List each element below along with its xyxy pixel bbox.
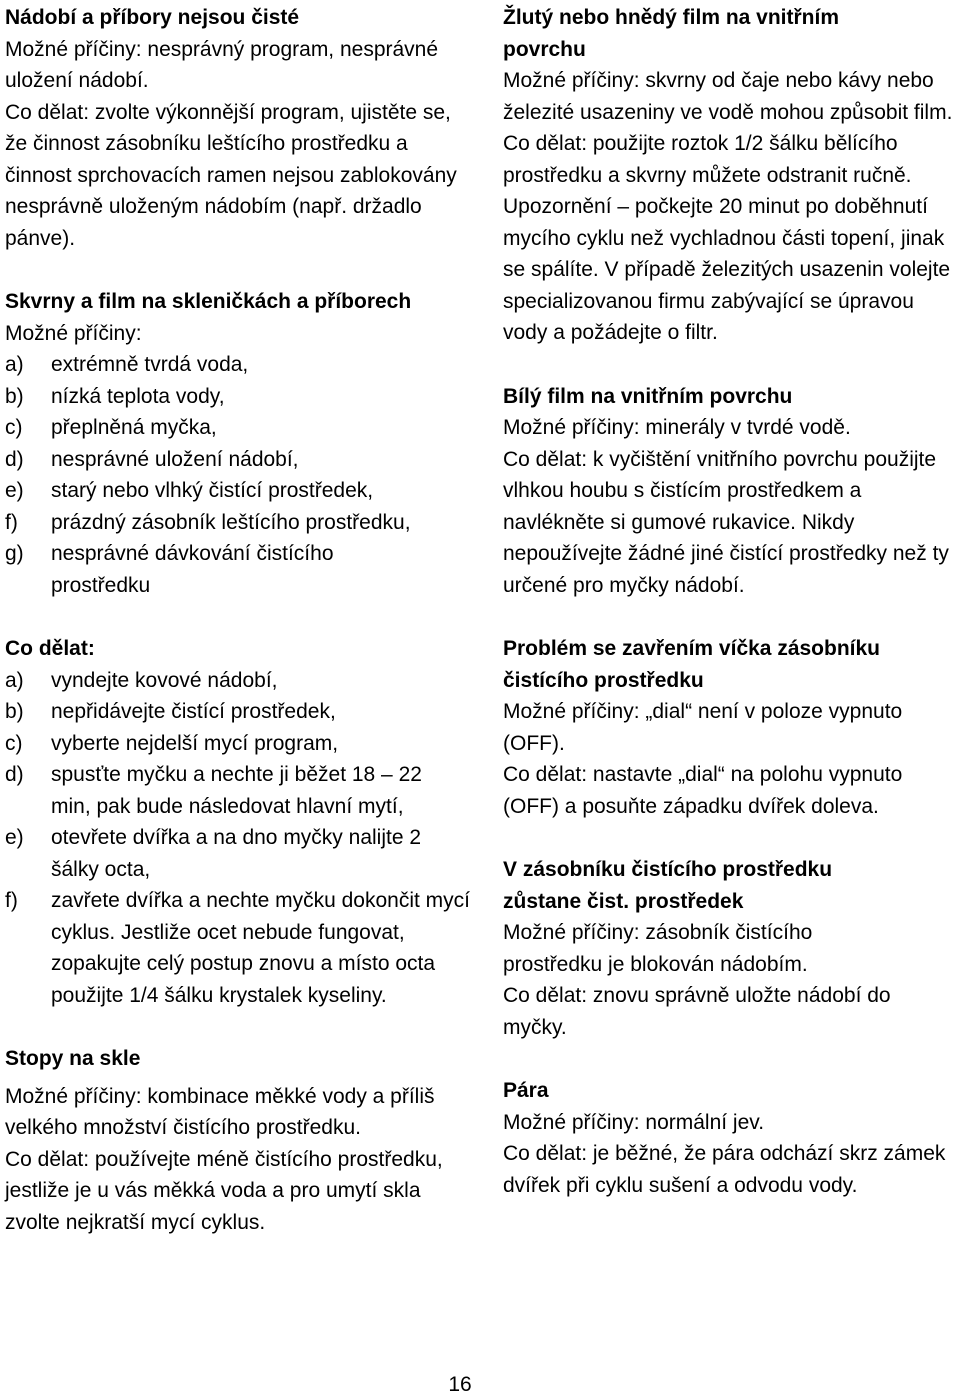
section-title: Skvrny a film na skleničkách a příborech (5, 290, 412, 313)
section-dishes-not-clean (5, 2, 473, 254)
list-text: starý nebo vlhký čistící prostředek, (51, 479, 374, 502)
possible-causes: Možné příčiny: zásobník čistícího prostředku je blokován nádobím. (503, 921, 813, 976)
list-marker: c) (5, 416, 23, 439)
possible-causes: Možné příčiny: normální jev. (503, 1110, 765, 1134)
section-title: Stopy na skle (5, 1047, 141, 1070)
left-column (5, 2, 473, 1270)
list-text: prázdný zásobník leštícího prostředku, (51, 510, 411, 534)
list-text: vyberte nejdelší mycí program, (51, 731, 339, 755)
list-text: nízká teplota vody, (51, 384, 225, 408)
list-text: spusťte myčku a nechte ji běžet 18 – 22 min, pak bude následovat hlavní mytí, (51, 763, 422, 818)
causes-list (5, 349, 473, 601)
what-to-do: Co dělat: znovu správně uložte nádobí do myčky. (503, 984, 891, 1039)
what-to-do: Co dělat: používejte méně čistícího prostředku, jestliže je u vás měkká voda a pro umytí skla zvolte nejkratší mycí cyklus. (5, 1147, 443, 1234)
section-spots-on-glasses (5, 286, 473, 1011)
list-item (5, 885, 473, 1011)
list-item (5, 412, 473, 444)
section-detergent-remains (503, 854, 958, 1043)
what-to-do: Co dělat: je běžné, že pára odchází skrz zámek dvířek při cyklu sušení a odvodu vody. (503, 1142, 946, 1197)
possible-causes: Možné příčiny: kombinace měkké vody a příliš velkého množství čistícího prostředku. (5, 1084, 435, 1139)
list-text: nesprávné uložení nádobí, (51, 447, 299, 471)
list-text: nepřidávejte čistící prostředek, (51, 700, 336, 723)
page-number: 16 (448, 1373, 472, 1396)
section-title: Nádobí a příbory nejsou čisté (5, 6, 300, 29)
list-text: otevřete dvířka a na dno myčky nalijte 2 šálky octa, (51, 826, 422, 881)
possible-causes: Možné příčiny: skvrny od čaje nebo kávy nebo železité usazeniny ve vodě mohou způsobit film. (503, 69, 953, 124)
list-marker: f) (5, 889, 18, 912)
list-item (5, 822, 473, 885)
list-text: nesprávné dávkování čistícího prostředku (51, 542, 334, 597)
list-marker: e) (5, 479, 24, 502)
section-title: Pára (503, 1079, 549, 1102)
list-item (5, 349, 473, 381)
what-to-do: Co dělat: nastavte „dial“ na polohu vypnuto (OFF) a posuňte západku dvířek doleva. (503, 763, 903, 818)
section-yellow-film (503, 2, 958, 349)
list-item (5, 444, 473, 476)
list-marker: g) (5, 542, 24, 565)
possible-causes: Možné příčiny: minerály v tvrdé vodě. (503, 416, 851, 439)
section-title: Problém se zavřením víčka zásobníku čistícího prostředku (503, 637, 880, 692)
list-item (5, 728, 473, 760)
what-to-do: Co dělat: použijte roztok 1/2 šálku bělícího prostředku a skvrny můžete odstranit ručně. Upozornění – počkejte 20 minut po doběhnutí mycího cyklu než vychladnou části topení, jinak se spálíte. V případě železitých usazenin volejte specializovanou firmu zabývající se úpravou vody a požádejte o filtr. (503, 132, 951, 344)
list-text: extrémně tvrdá voda, (51, 353, 249, 376)
possible-causes: Možné příčiny: „dial“ není v poloze vypnuto (OFF). (503, 700, 903, 755)
right-column (503, 2, 958, 1233)
section-white-film (503, 381, 958, 602)
list-marker: c) (5, 731, 23, 755)
list-item (5, 507, 473, 539)
list-marker: e) (5, 826, 24, 849)
list-text: vyndejte kovové nádobí, (51, 668, 278, 692)
list-item (5, 759, 473, 822)
list-text: zavřete dvířka a nechte myčku dokončit mycí cyklus. Jestliže ocet nebude fungovat, zopakujte celý postup znovu a místo octa použijte 1/4 šálku krystalek kyseliny. (51, 889, 471, 1007)
list-text: přeplněná myčka, (51, 416, 217, 439)
list-marker: b) (5, 384, 24, 408)
list-item (5, 475, 473, 507)
possible-causes-label: Možné příčiny: (5, 321, 142, 345)
section-steam (503, 1075, 958, 1201)
list-marker: d) (5, 447, 24, 471)
section-detergent-lid (503, 633, 958, 822)
possible-causes: Možné příčiny: nesprávný program, nesprávné uložení nádobí. (5, 37, 439, 92)
what-to-do: Co dělat: k vyčištění vnitřního povrchu použijte vlhkou houbu s čistícím prostředkem a navlékněte si gumové rukavice. Nikdy nepoužívejte žádné jiné čistící prostředky než ty určené pro myčky nádobí. (503, 447, 949, 597)
what-to-do: Co dělat: zvolte výkonnější program, ujistěte se, že činnost zásobníku leštícího prostředku a činnost sprchovacích ramen nejsou zablokovány nesprávně uloženým nádobím (např. držadlo pánve). (5, 100, 457, 250)
section-glass-marks (5, 1043, 473, 1238)
list-marker: d) (5, 763, 24, 786)
list-marker: a) (5, 668, 24, 692)
list-item (5, 665, 473, 697)
list-marker: a) (5, 353, 24, 376)
list-item (5, 381, 473, 413)
list-item (5, 538, 473, 601)
list-marker: f) (5, 510, 18, 534)
section-title: Žlutý nebo hnědý film na vnitřním povrchu (503, 6, 840, 61)
todo-list (5, 665, 473, 1012)
what-to-do-title: Co dělat: (5, 637, 95, 660)
section-title: V zásobníku čistícího prostředku zůstane čist. prostředek (503, 858, 833, 913)
list-marker: b) (5, 700, 24, 723)
list-item (5, 696, 473, 728)
section-title: Bílý film na vnitřním povrchu (503, 384, 793, 408)
